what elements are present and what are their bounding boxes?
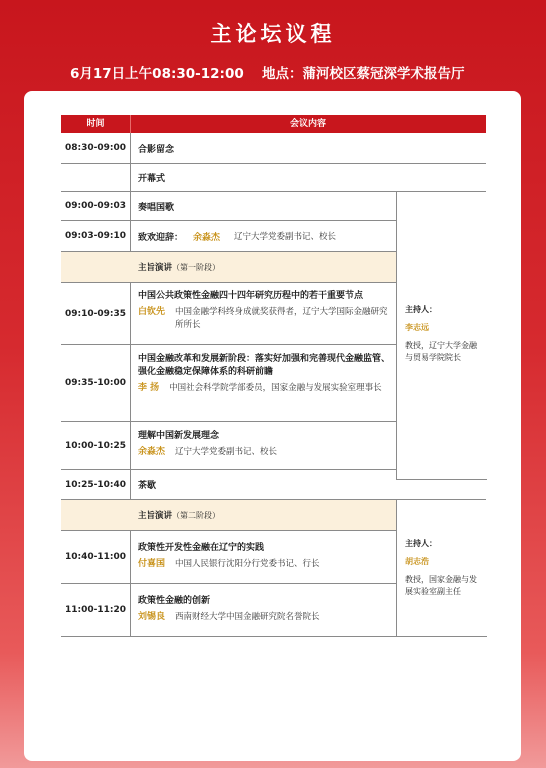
- welcome-label: 致欢迎辞：: [138, 232, 184, 243]
- talk-title: 政策性金融的创新: [138, 596, 211, 606]
- talk-title: 理解中国新发展理念: [138, 431, 220, 441]
- row-time: 09:00-09:03: [64, 201, 127, 211]
- row-divider: [130, 470, 131, 499]
- host-name: 李志远: [405, 323, 429, 332]
- row-time: 10:40-11:00: [64, 552, 127, 562]
- row-time: 10:25-10:40: [64, 479, 127, 490]
- host-column-1: [396, 192, 487, 480]
- speaker-affiliation: 中国金融学科终身成就奖获得者，辽宁大学国际金融研究所所长: [175, 307, 388, 330]
- table-row: [61, 422, 396, 470]
- host-name: 胡志浩: [405, 557, 429, 566]
- row-divider: [130, 192, 131, 220]
- speaker-affiliation: 辽宁大学党委副书记、校长: [234, 232, 337, 242]
- row-content: 奏唱国歌: [138, 202, 175, 213]
- speaker-affiliation: 西南财经大学中国金融研究院名誉院长: [175, 612, 320, 622]
- table-row: [61, 192, 396, 221]
- speaker-affiliation: 中国社会科学院学部委员，国家金融与发展实验室理事长: [169, 383, 382, 393]
- row-time: 10:00-10:25: [64, 440, 127, 451]
- row-content: [138, 221, 392, 251]
- row-divider: [130, 164, 131, 191]
- table-row: [61, 531, 396, 584]
- speaker-affiliation: 辽宁大学党委副书记、校长: [175, 447, 278, 457]
- row-time: 11:00-11:20: [64, 605, 127, 615]
- table-header: [61, 115, 486, 133]
- event-venue: 地点：蒲河校区蔡冠深学术报告厅: [262, 66, 465, 82]
- speaker-affiliation: 中国人民银行沈阳分行党委书记、行长: [175, 559, 320, 569]
- talk-title: 政策性开发性金融在辽宁的实践: [138, 543, 265, 553]
- host-desc: 教授，辽宁大学金融与贸易学院院长: [405, 341, 477, 362]
- section-row: [61, 500, 396, 531]
- event-date: 6月17日上午08:30-12:00: [70, 66, 244, 82]
- speaker-name: 余淼杰: [193, 232, 221, 243]
- page-title: 主论坛议程: [210, 22, 336, 46]
- talk-title: 中国金融改革和发展新阶段：落实好加强和完善现代金融监管、强化金融稳定保障体系的科研前瞻: [138, 354, 391, 377]
- section-sub: （第一阶段）: [172, 262, 221, 272]
- host-1: [405, 304, 483, 364]
- table-row: [61, 584, 396, 637]
- row-divider: [130, 345, 131, 421]
- table-row: [61, 470, 486, 500]
- section-title: [138, 500, 392, 530]
- table-row: [61, 345, 396, 422]
- row-divider: [130, 221, 131, 251]
- row-time: [61, 164, 130, 191]
- row-divider: [130, 283, 131, 344]
- agenda-card: [24, 91, 521, 761]
- host-label: 主持人：: [405, 539, 437, 548]
- talk-title: 中国公共政策性金融四十四年研究历程中的若干重要节点: [138, 291, 364, 301]
- section-label: 主旨演讲: [138, 263, 173, 273]
- table-row: [61, 164, 486, 192]
- section-sub: （第二阶段）: [172, 510, 221, 520]
- speaker-name: 李 扬: [138, 383, 160, 393]
- speaker-name: 付喜国: [138, 559, 166, 569]
- row-time: 09:10-09:35: [64, 308, 127, 319]
- row-time: 09:03-09:10: [64, 231, 127, 241]
- host-desc: 教授，国家金融与发展实验室副主任: [405, 575, 477, 596]
- table-row: [61, 283, 396, 345]
- row-content: 茶歇: [138, 481, 157, 491]
- row-divider: [130, 133, 131, 163]
- row-time: 09:35-10:00: [64, 378, 127, 388]
- row-content: 开幕式: [138, 174, 166, 184]
- section-title: [138, 252, 392, 282]
- row-divider: [130, 531, 131, 583]
- section-row: [61, 252, 396, 283]
- host-column-2: [396, 500, 487, 637]
- header-time: 时间: [86, 119, 105, 129]
- row-divider: [130, 422, 131, 469]
- row-time: 08:30-09:00: [64, 143, 127, 153]
- row-divider: [130, 584, 131, 636]
- row-content: 合影留念: [138, 144, 175, 155]
- host-2: [405, 538, 483, 598]
- header-content: 会议内容: [289, 119, 326, 129]
- speaker-name: 余淼杰: [138, 447, 166, 457]
- speaker-name: 白钦先: [138, 307, 166, 317]
- table-row: [61, 133, 486, 164]
- host-label: 主持人：: [405, 305, 437, 314]
- table-row: [61, 221, 396, 252]
- speaker-name: 刘锡良: [138, 612, 166, 622]
- section-label: 主旨演讲: [138, 511, 173, 521]
